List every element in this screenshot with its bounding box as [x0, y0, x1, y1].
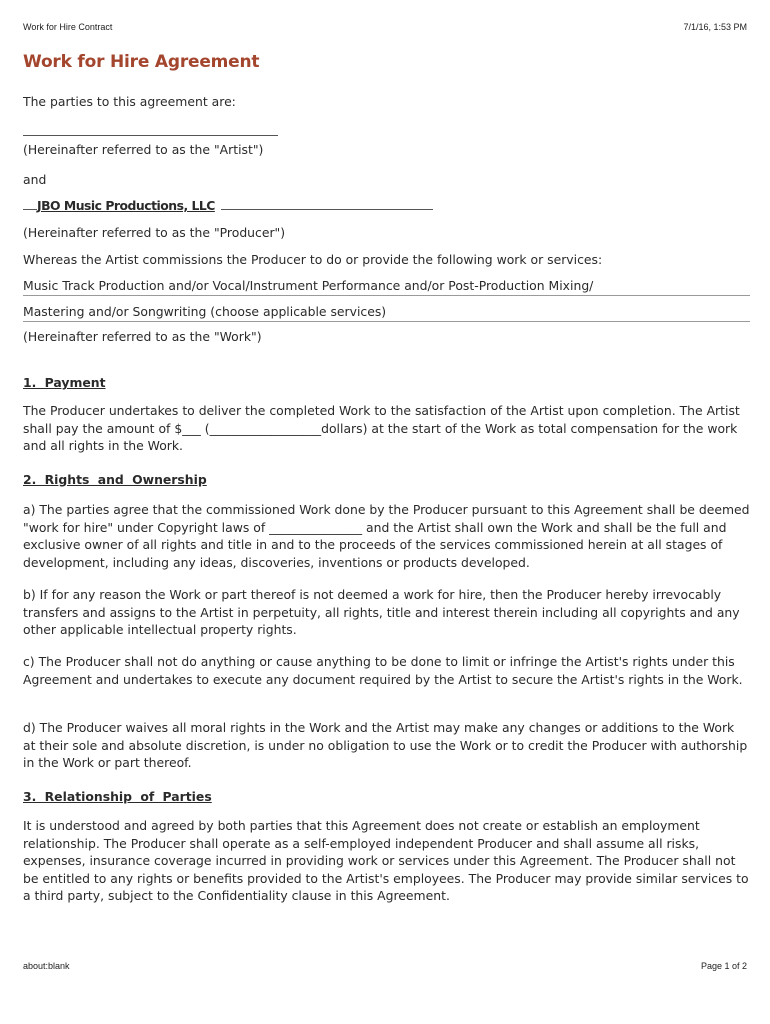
print-footer [23, 961, 747, 971]
rights-clause-b: b) If for any reason the Work or part thereof is not deemed a work for hire, then the Producer hereby irrevocably transfers and assigns to the Artist in perpetuity, all rights, title and interest therein including all copyrights and any other applicable intellectual property rights. [23, 587, 740, 638]
producer-leading-blank [23, 198, 37, 210]
rights-clause-a: a) The parties agree that the commissioned Work done by the Producer pursuant to this Agreement shall be deemed "work for hire" under Copyright laws of _______________ and the Artist shall own the Work and shall be the full and exclusive owner of all rights and title in and to the proceeds of the services commissioned herein at all stages of development, including any ideas, discoveries, inventions or products developed. [23, 502, 750, 570]
print-header-title: Work for Hire Contract [23, 22, 113, 32]
producer-trailing-blank [221, 198, 433, 210]
intro-text: The parties to this agreement are: [23, 94, 236, 109]
section-rights-title: 2. Rights and Ownership [23, 472, 207, 487]
page-title: Work for Hire Agreement [23, 52, 260, 72]
producer-reference: (Hereinafter referred to as the "Producer") [23, 225, 286, 240]
print-header-datetime: 7/1/16, 1:53 PM [683, 22, 747, 32]
and-text: and [23, 172, 47, 187]
section-payment-title: 1. Payment [23, 375, 106, 390]
whereas-text: Whereas the Artist commissions the Producer to do or provide the following work or services: [23, 252, 603, 267]
section-relationship-text: It is understood and agreed by both parties that this Agreement does not create or establish an employment relationship. The Producer shall operate as a self-employed independent Producer and shall assume all risks, expenses, insurance coverage incurred in providing work or services under this Agreement. The Producer shall not be entitled to any rights or benefits provided to the Artist's employees. The Producer may provide similar services to a third party, subject to the Confidentiality clause in this Agreement. [23, 818, 749, 904]
artist-name-blank[interactable] [23, 135, 278, 136]
section-relationship-title: 3. Relationship of Parties [23, 789, 212, 804]
print-footer-url: about:blank [23, 961, 70, 971]
rights-clause-c: c) The Producer shall not do anything or cause anything to be done to limit or infringe the Artist's rights under this Agreement and undertakes to execute any document required by the Artist to secure the Artist's rights in the Work. [23, 654, 743, 687]
section-payment-text: The Producer undertakes to deliver the completed Work to the satisfaction of the Artist upon completion. The Artist shall pay the amount of $___ (__________________dollars) at the start of the Work as total compensation for the work and all rights in the Work. [23, 403, 740, 454]
print-header [23, 22, 747, 32]
services-line-1[interactable]: Music Track Production and/or Vocal/Instrument Performance and/or Post-Production Mixing/ [23, 277, 750, 296]
work-reference: (Hereinafter referred to as the "Work") [23, 329, 262, 344]
producer-name-line [23, 197, 433, 215]
rights-clause-d: d) The Producer waives all moral rights in the Work and the Artist may make any changes or additions to the Work at their sole and absolute discretion, is under no obligation to use the Work or to credit the Producer with authorship in the Work or part thereof. [23, 720, 748, 771]
producer-name: JBO Music Productions, LLC [37, 198, 215, 213]
services-line-2[interactable]: Mastering and/or Songwriting (choose applicable services) [23, 303, 750, 322]
print-footer-page-number: Page 1 of 2 [700, 961, 747, 971]
artist-reference: (Hereinafter referred to as the "Artist") [23, 142, 264, 157]
